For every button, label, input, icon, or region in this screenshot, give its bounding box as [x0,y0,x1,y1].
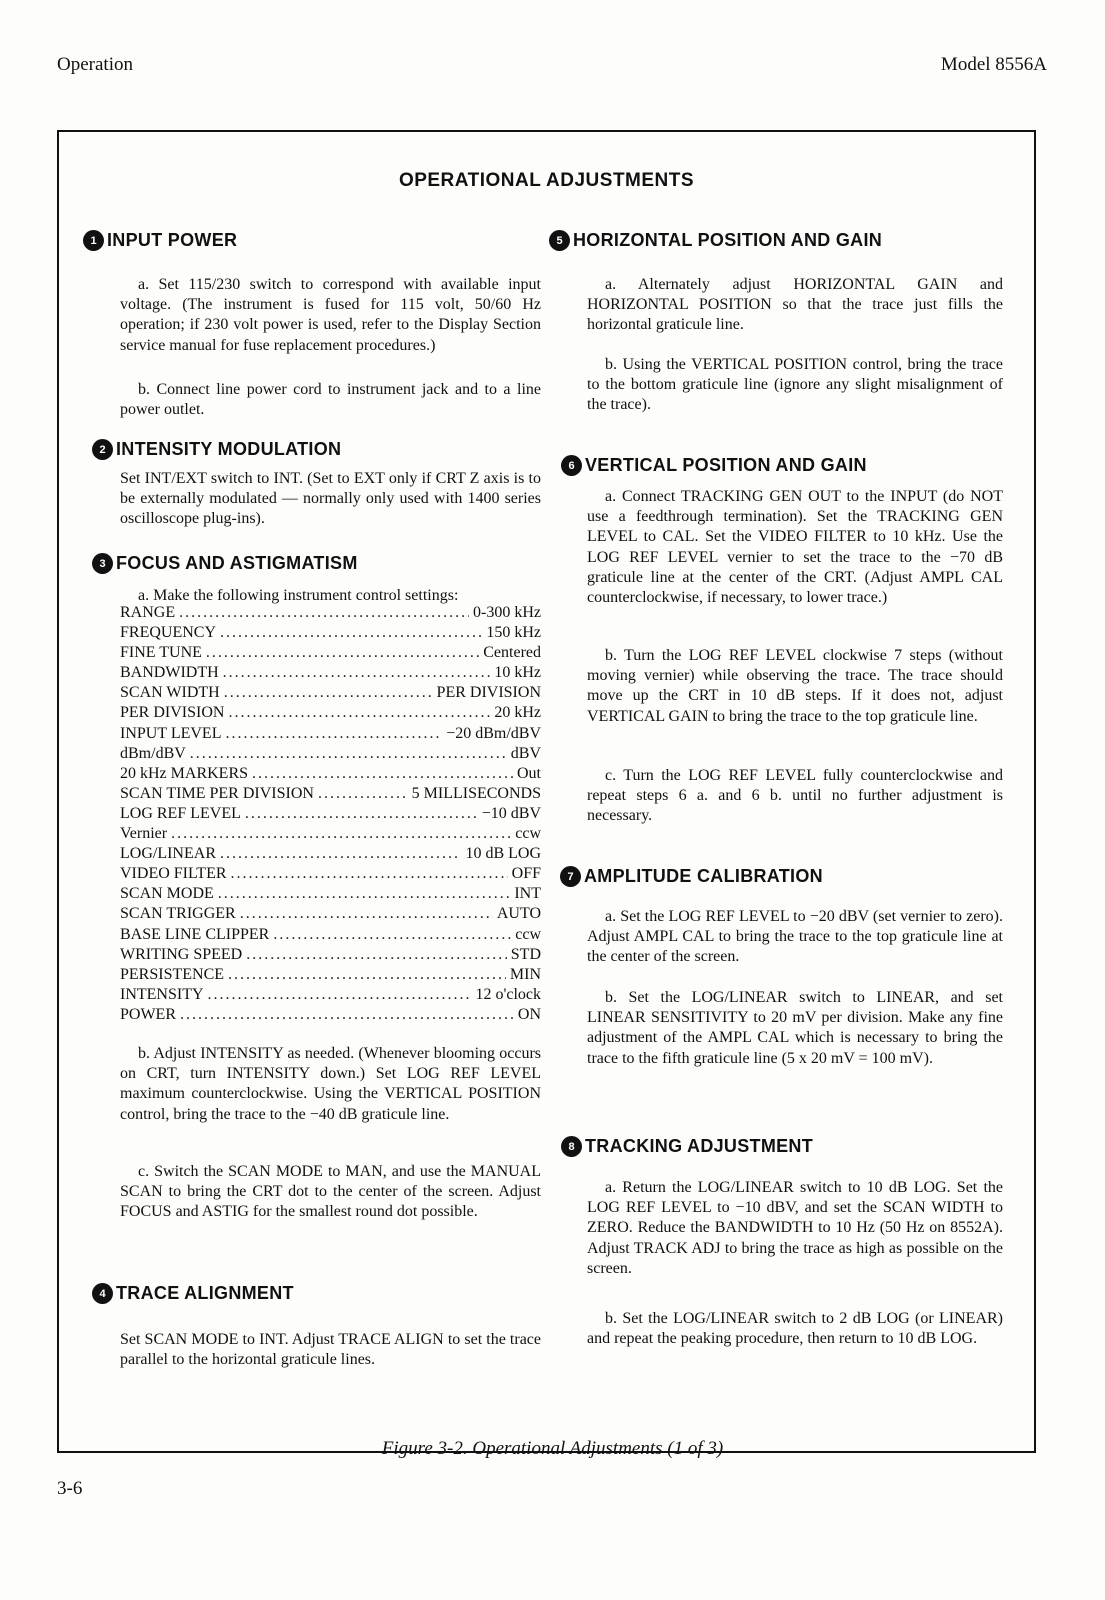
setting-row: POWER . . . ON [120,1006,541,1026]
setting-row: FREQUENCY . . . 150 kHz [120,624,541,644]
section-1-title: INPUT POWER [107,230,238,250]
setting-row: LOG/LINEAR . . . 10 dB LOG [120,845,541,865]
step-number-badge: 6 [561,455,582,476]
figure-title: OPERATIONAL ADJUSTMENTS [398,170,695,191]
section-1-step-a: a. Set 115/230 switch to correspond with available input voltage. (The instrument is fused for 115 volt, 50/60 Hz operation; if 230 volt power is used, refer to the Display Section service manual for fuse replacement procedures.) [120,276,541,354]
section-3-step-c: c. Switch the SCAN MODE to MAN, and use the MANUAL SCAN to bring the CRT dot to the center of the screen. Adjust FOCUS and ASTIG for the smallest round dot possible. [120,1163,541,1221]
setting-row: SCAN MODE . . . INT [120,885,541,905]
step-number-badge: 8 [561,1136,582,1157]
section-2-text: Set INT/EXT switch to INT. (Set to EXT only if CRT Z axis is to be externally modulated — normally only used with 1400 series oscilloscope plug-ins). [120,470,541,528]
setting-row: WRITING SPEED . . . STD [120,946,541,966]
running-header-section: Operation [57,54,133,75]
section-4-text: Set SCAN MODE to INT. Adjust TRACE ALIGN to set the trace parallel to the horizontal graticule lines. [120,1331,541,1369]
step-number-badge: 7 [560,866,581,887]
section-6-heading [561,455,867,476]
page-number: 3-6 [57,1478,83,1499]
section-6-step-a: a. Connect TRACKING GEN OUT to the INPUT (do NOT use a feedthrough termination). Set the TRACKING GEN LEVEL to CAL. Set the VIDEO FILTER to 10 kHz. Use the LOG REF LEVEL vernier to set the trace to the −70 dB graticule line at the center of the CRT. (Adjust AMPL CAL counterclockwise, if necessary, to lower trace.) [587,488,1003,607]
section-5-step-a: a. Alternately adjust HORIZONTAL GAIN and HORIZONTAL POSITION so that the trace just fills the horizontal graticule line. [587,276,1003,334]
section-5-heading [549,230,882,251]
section-4-title: TRACE ALIGNMENT [116,1283,294,1303]
setting-row: RANGE . . . 0-300 kHz [120,604,541,624]
section-4-heading [92,1283,294,1304]
setting-row: INPUT LEVEL . . . −20 dBm/dBV [120,725,541,745]
section-5-title: HORIZONTAL POSITION AND GAIN [573,230,883,250]
section-5-step-b: b. Using the VERTICAL POSITION control, bring the trace to the bottom graticule line (ignore any slight misalignment of the trace). [587,356,1003,414]
section-8-title: TRACKING ADJUSTMENT [585,1136,814,1156]
section-6-step-c: c. Turn the LOG REF LEVEL fully counterclockwise and repeat steps 6 a. and 6 b. until no further adjustment is necessary. [587,767,1003,825]
section-7-title: AMPLITUDE CALIBRATION [584,866,823,886]
section-6-title: VERTICAL POSITION AND GAIN [585,455,867,475]
setting-row: LOG REF LEVEL . . . −10 dBV [120,805,541,825]
setting-row: Vernier . . . ccw [120,825,541,845]
step-number-badge: 5 [549,230,570,251]
section-8-step-a: a. Return the LOG/LINEAR switch to 10 dB LOG. Set the LOG REF LEVEL to −10 dBV, and set the SCAN WIDTH to ZERO. Reduce the BANDWIDTH to 10 Hz (50 Hz on 8552A). Adjust TRACK ADJ to bring the trace as high as possible on the screen. [587,1179,1003,1277]
setting-row: 20 kHz MARKERS . . . Out [120,765,541,785]
setting-row: SCAN WIDTH . . . PER DIVISION [120,684,541,704]
setting-row: PER DIVISION . . . 20 kHz [120,704,541,724]
setting-row: SCAN TRIGGER . . . AUTO [120,905,541,925]
setting-row: SCAN TIME PER DIVISION . . . 5 MILLISECONDS [120,785,541,805]
section-2-heading [92,439,341,460]
setting-row: BASE LINE CLIPPER . . . ccw [120,926,541,946]
setting-row: PERSISTENCE . . . MIN [120,966,541,986]
section-3-step-a: a. Make the following instrument control settings: [138,587,459,604]
section-8-heading [561,1136,813,1157]
setting-row: BANDWIDTH . . . 10 kHz [120,664,541,684]
section-3-step-b: b. Adjust INTENSITY as needed. (Whenever blooming occurs on CRT, turn INTENSITY down.) Set LOG REF LEVEL maximum counterclockwise. Using the VERTICAL POSITION control, bring the trace to the −40 dB graticule line. [120,1045,541,1123]
control-settings-list [120,604,541,1026]
section-7-step-a: a. Set the LOG REF LEVEL to −20 dBV (set vernier to zero). Adjust AMPL CAL to bring the trace to the top graticule line at the center of the screen. [587,908,1003,966]
setting-row: dBm/dBV . . . dBV [120,745,541,765]
figure-caption: Figure 3-2. Operational Adjustments (1 of 3) [381,1438,724,1459]
setting-row: FINE TUNE . . . Centered [120,644,541,664]
setting-row: VIDEO FILTER . . . OFF [120,865,541,885]
section-1-heading [83,230,237,251]
section-2-title: INTENSITY MODULATION [116,439,342,459]
section-8-step-b: b. Set the LOG/LINEAR switch to 2 dB LOG (or LINEAR) and repeat the peaking procedure, then return to 10 dB LOG. [587,1310,1003,1348]
section-7-step-b: b. Set the LOG/LINEAR switch to LINEAR, and set LINEAR SENSITIVITY to 20 mV per division. Make any fine adjustment of the AMPL CAL which is necessary to bring the trace to the fifth graticule line (5 x 20 mV = 100 mV). [587,989,1003,1067]
section-3-title: FOCUS AND ASTIGMATISM [116,553,358,573]
step-number-badge: 1 [83,230,104,251]
section-7-heading [560,866,823,887]
setting-row: INTENSITY . . . 12 o'clock [120,986,541,1006]
section-1-step-b: b. Connect line power cord to instrument jack and to a line power outlet. [120,381,541,419]
figure-frame [57,130,1036,1453]
section-3-heading [92,553,358,574]
section-6-step-b: b. Turn the LOG REF LEVEL clockwise 7 steps (without moving vernier) while observing the trace. The trace should move up the CRT in 10 dB steps. If it does not, adjust VERTICAL GAIN to bring the trace to the top graticule line. [587,647,1003,725]
step-number-badge: 3 [92,553,113,574]
step-number-badge: 2 [92,439,113,460]
running-header-model: Model 8556A [940,54,1047,75]
step-number-badge: 4 [92,1283,113,1304]
